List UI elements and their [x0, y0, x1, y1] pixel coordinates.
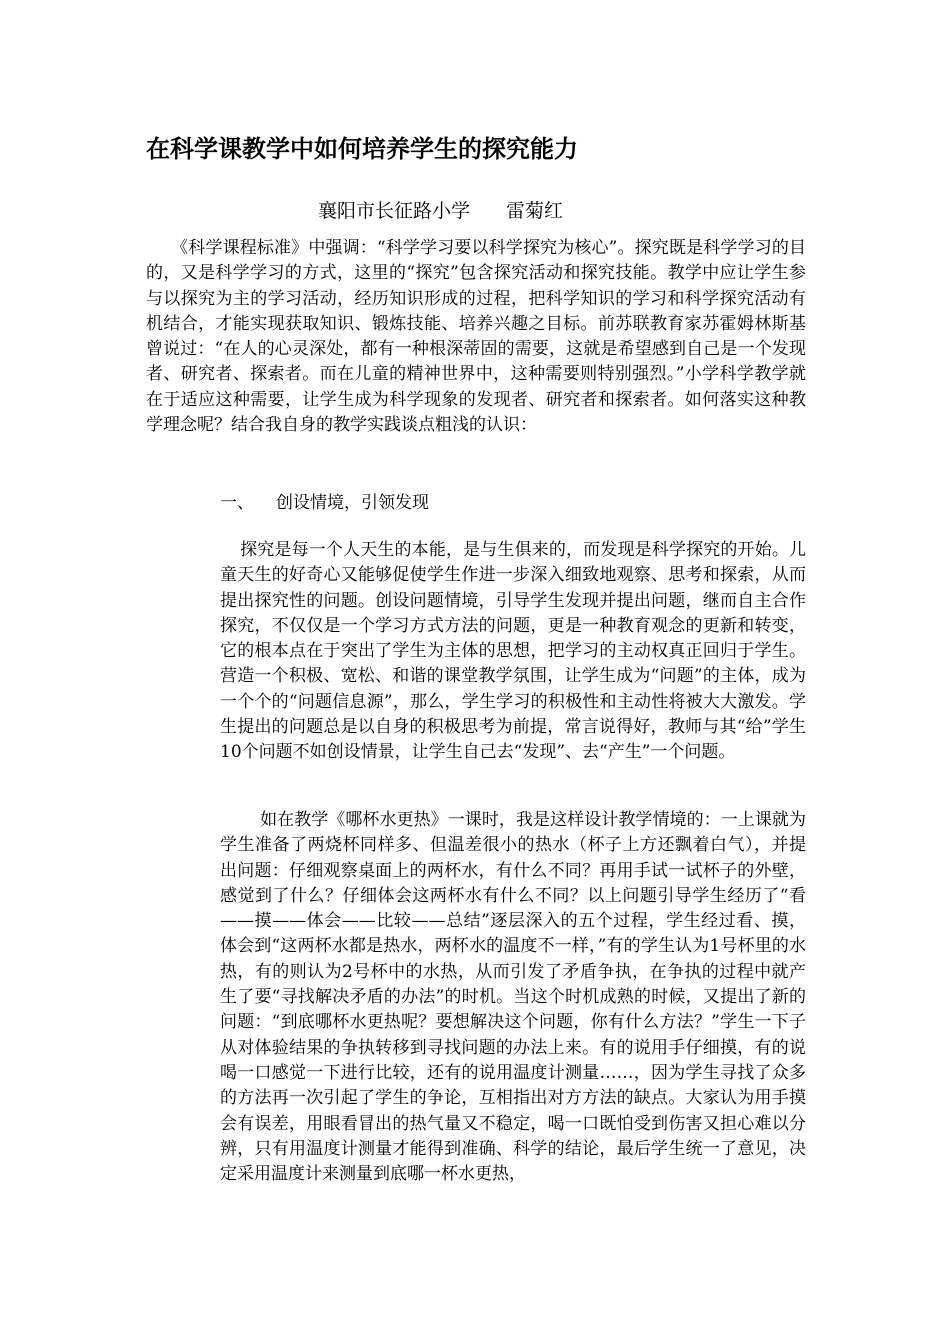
section-paragraph-2-text: 如在教学《哪杯水更热》一课时，我是这样设计教学情境的：一上课就为学生准备了两烧杯同样多、但温差很小的热水（杯子上方还飘着白气），并提出问题：仔细观察桌面上的两杯水，有什么不同？再用手试一试杯子的外壁，感觉到了什么？仔细体会这两杯水有什么不同？以上问题引导学生经历了“看——摸——体会——比较——总结”逐层深入的五个过程，学生经过看、摸，体会到“这两杯水都是热水，两杯水的温度不一样，”有的学生认为1号杯里的水热，有的则认为2号杯中的水热，从而引发了矛盾争执，在争执的过程中就产生了要“寻找解决矛盾的办法”的时机。当这个时机成熟的时候，又提出了新的问题：“到底哪杯水更热呢？要想解决这个问题，你有什么方法？”学生一下子从对体验结果的争执转移到寻找问题的办法上来。有的说用手仔细摸，有的说喝一口感觉一下进行比较，还有的说用温度计测量……，因为学生寻找了众多的方法再一次引起了学生的争论，互相指出对方方法的缺点。大家认为用手摸会有误差，用眼看冒出的热气量又不稳定，喝一口既怕受到伤害又担心难以分辨，只有用温度计测量才能得到准确、科学的结论，最后学生统一了意见，决定采用温度计来测量到底哪一杯水更热，: [220, 810, 806, 1185]
section-number: 一、: [220, 493, 254, 513]
byline: [318, 197, 718, 225]
intro-paragraph: [146, 236, 806, 438]
section-paragraph-2: [220, 808, 806, 1187]
section-heading-text: 创设情境，引领发现: [276, 493, 429, 513]
section-paragraph-1-text: 探究是每一个人天生的本能，是与生俱来的，而发现是科学探究的开始。儿童天生的好奇心又能够促使学生作进一步深入细致地观察、思考和探索，从而提出探究性的问题。创设问题情境，引导学生发现并提出问题，继而自主合作探究，不仅仅是一个学习方式方法的问题，更是一种教育观念的更新和转变，它的根本点在于突出了学生为主体的思想，把学习的主动权真正回归于学生。营造一个积极、宽松、和谐的课堂教学氛围，让学生成为“问题”的主体，成为一个个的“问题信息源”，那么，学生学习的积极性和主动性将被大大激发。学生提出的问题总是以自身的积极思考为前提，常言说得好，教师与其“给”学生10个问题不如创设情景，让学生自己去“发现”、去“产生”一个问题。: [220, 540, 806, 763]
school-name: 襄阳市长征路小学: [318, 200, 471, 222]
intro-text: 《科学课程标准》中强调：“科学学习要以科学探究为核心”。探究既是科学学习的目的，又是科学学习的方式，这里的“探究”包含探究活动和探究技能。教学中应让学生参与以探究为主的学习活动，经历知识形成的过程，把科学知识的学习和科学探究活动有机结合，才能实现获取知识、锻炼技能、培养兴趣之目标。前苏联教育家苏霍姆林斯基曾说过：“在人的心灵深处，都有一种根深蒂固的需要，这就是希望感到自己是一个发现者、研究者、探索者。而在儿童的精神世界中，这种需要则特别强烈。”小学科学教学就在于适应这种需要，让学生成为科学现象的发现者、研究者和探索者。如何落实这种教学理念呢？结合我自身的教学实践谈点粗浅的认识：: [146, 238, 806, 436]
document-title: 在科学课教学中如何培养学生的探究能力: [146, 135, 578, 163]
section-paragraph-1: [220, 538, 806, 766]
section-heading: [220, 491, 429, 516]
author-name: 雷菊红: [506, 200, 564, 222]
